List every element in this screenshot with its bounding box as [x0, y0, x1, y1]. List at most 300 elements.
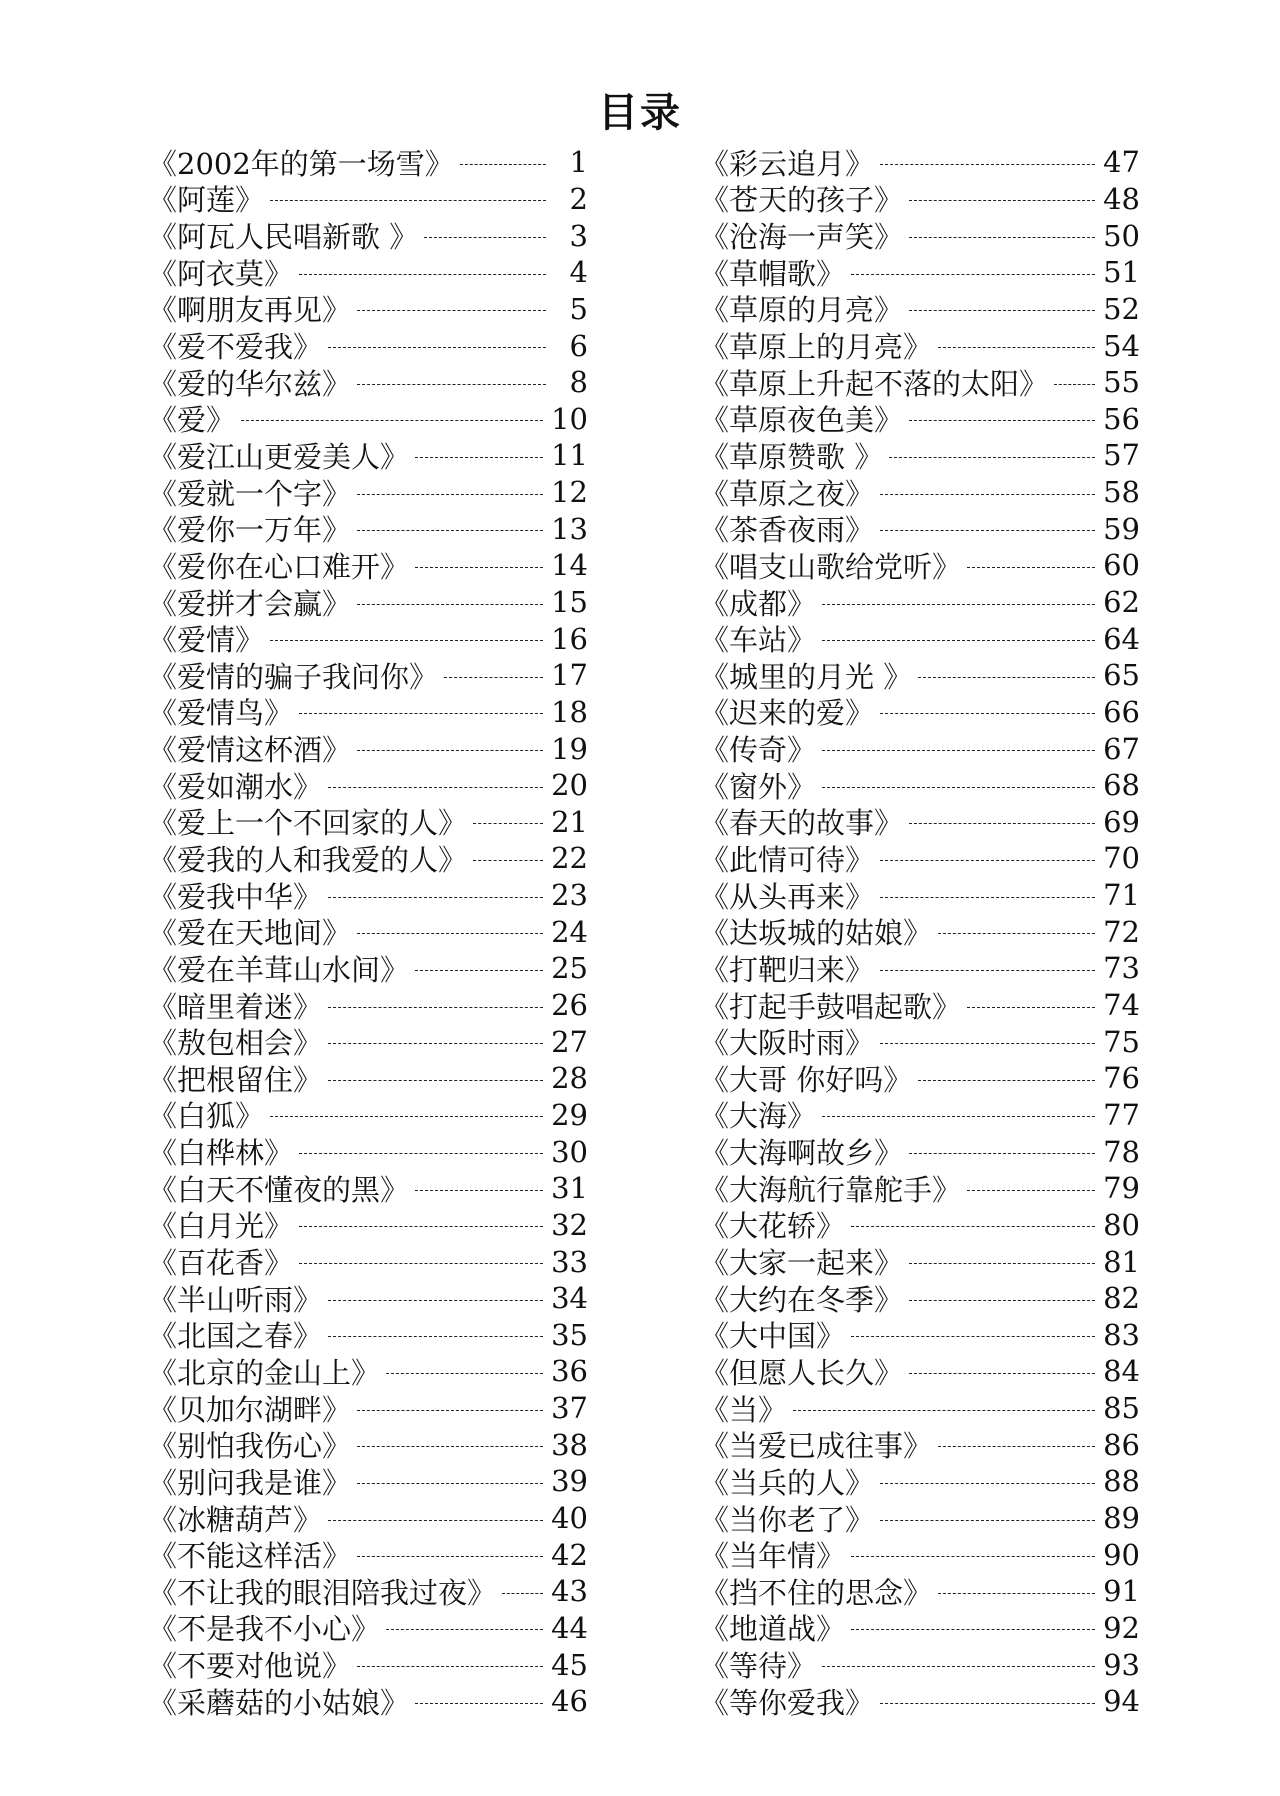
- dash-leader: [938, 1593, 1095, 1594]
- dash-leader: [357, 1556, 543, 1557]
- dash-leader: [909, 1263, 1095, 1264]
- toc-entry-title: 《车站》: [700, 623, 817, 657]
- dash-leader: [909, 1300, 1095, 1301]
- toc-entry-page: 56: [1103, 401, 1140, 436]
- toc-entry-page: 76: [1103, 1061, 1140, 1096]
- dash-leader: [270, 640, 543, 641]
- toc-entry: [148, 1170, 588, 1207]
- toc-entry-title: 《挡不住的思念》: [700, 1575, 933, 1610]
- toc-entry-page: 18: [551, 694, 588, 729]
- toc-entry: [700, 437, 1140, 474]
- toc-entry: [148, 767, 588, 804]
- toc-entry: [700, 547, 1140, 584]
- toc-entry: [700, 950, 1140, 987]
- dash-leader: [909, 237, 1095, 238]
- toc-entry-page: 91: [1103, 1574, 1140, 1609]
- toc-entry: [148, 1536, 588, 1573]
- toc-entry-page: 74: [1103, 988, 1140, 1023]
- dash-leader: [822, 1116, 1095, 1117]
- toc-entry-page: 5: [569, 291, 588, 326]
- dash-leader: [918, 1080, 1095, 1081]
- toc-entry-page: 14: [551, 548, 588, 583]
- toc-entry-title: 《打起手鼓唱起歌》: [700, 989, 962, 1024]
- toc-entry: [148, 1207, 588, 1244]
- dash-leader: [918, 677, 1095, 678]
- toc-entry-page: 65: [1103, 658, 1140, 693]
- toc-entry-title: 《爱你在心口难开》: [148, 549, 410, 584]
- toc-entry-page: 54: [1103, 328, 1140, 363]
- toc-entry-page: 69: [1103, 804, 1140, 839]
- toc-entry: [700, 804, 1140, 841]
- toc-entry: [700, 1023, 1140, 1060]
- toc-entry-title: 《把根留住》: [148, 1062, 323, 1097]
- toc-entry: [148, 364, 588, 401]
- dash-leader: [357, 604, 543, 605]
- dash-leader: [328, 787, 543, 788]
- toc-entry-page: 68: [1103, 768, 1140, 803]
- dash-leader: [415, 970, 543, 971]
- dash-leader: [299, 1263, 543, 1264]
- toc-entry-page: 92: [1103, 1610, 1140, 1645]
- toc-entry: [148, 804, 588, 841]
- toc-entry-page: 57: [1103, 438, 1140, 473]
- toc-entry-page: 46: [551, 1684, 588, 1719]
- toc-entry: [148, 1317, 588, 1354]
- toc-entry: [148, 1243, 588, 1280]
- toc-entry: [700, 657, 1140, 694]
- toc-entry-title: 《白月光》: [148, 1209, 294, 1244]
- dash-leader: [415, 1703, 543, 1704]
- dash-leader: [444, 677, 543, 678]
- toc-entry: [700, 1243, 1140, 1280]
- dash-leader: [793, 1410, 1095, 1411]
- dash-leader: [328, 1043, 543, 1044]
- toc-entry-page: 73: [1103, 951, 1140, 986]
- dash-leader: [909, 310, 1095, 311]
- dash-leader: [880, 1043, 1095, 1044]
- toc-entry-title: 《不让我的眼泪陪我过夜》: [148, 1575, 497, 1610]
- toc-entry-page: 58: [1103, 475, 1140, 510]
- toc-entry-page: 60: [1103, 548, 1140, 583]
- dash-leader: [328, 1007, 543, 1008]
- toc-entry-page: 28: [551, 1061, 588, 1096]
- toc-entry-page: 21: [551, 804, 588, 839]
- toc-entry: [700, 913, 1140, 950]
- toc-entry: [700, 877, 1140, 914]
- toc-entry-page: 80: [1103, 1207, 1140, 1242]
- toc-entry-page: 13: [551, 511, 588, 546]
- toc-entry-title: 《等你爱我》: [700, 1685, 875, 1720]
- dash-leader: [473, 823, 543, 824]
- toc-entry: [148, 730, 588, 767]
- toc-entry-title: 《别问我是谁》: [148, 1465, 352, 1500]
- dash-leader: [909, 200, 1095, 201]
- toc-entry-title: 《2002年的第一场雪》: [148, 146, 454, 181]
- dash-leader: [415, 1190, 543, 1191]
- toc-entry-title: 《不是我不小心》: [148, 1612, 381, 1647]
- dash-leader: [880, 494, 1095, 495]
- toc-entry-page: 84: [1103, 1354, 1140, 1389]
- dash-leader: [415, 457, 543, 458]
- toc-entry: [700, 254, 1140, 291]
- dash-leader: [889, 457, 1095, 458]
- toc-entry-page: 15: [551, 585, 588, 619]
- toc-entry-page: 27: [551, 1024, 588, 1059]
- toc-entry-page: 66: [1103, 694, 1140, 729]
- toc-entry-page: 19: [551, 731, 588, 766]
- toc-entry-page: 30: [551, 1134, 588, 1169]
- dash-leader: [357, 1666, 543, 1667]
- toc-entry: [700, 510, 1140, 547]
- toc-entry: [148, 1683, 588, 1720]
- dash-leader: [415, 567, 543, 568]
- dash-leader: [328, 1300, 543, 1301]
- toc-entry: [148, 144, 588, 181]
- toc-entry-page: 35: [551, 1317, 588, 1352]
- dash-leader: [851, 1556, 1095, 1557]
- dash-leader: [822, 1666, 1095, 1667]
- toc-entry-title: 《阿莲》: [148, 183, 265, 218]
- toc-entry-page: 26: [551, 988, 588, 1023]
- toc-entry-title: 《成都》: [700, 586, 817, 621]
- toc-entry-page: 34: [551, 1281, 588, 1316]
- dash-leader: [880, 897, 1095, 898]
- toc-entry-title: 《爱江山更爱美人》: [148, 439, 410, 474]
- dash-leader: [502, 1593, 543, 1594]
- dash-leader: [822, 640, 1095, 641]
- toc-entry: [700, 1683, 1140, 1720]
- dash-leader: [967, 1190, 1095, 1191]
- dash-leader: [822, 750, 1095, 751]
- toc-entry: [148, 987, 588, 1024]
- toc-entry-title: 《唱支山歌给党听》: [700, 549, 962, 584]
- toc-entry: [700, 1317, 1140, 1354]
- dash-leader: [1054, 384, 1095, 385]
- toc-entry-title: 《爱不爱我》: [148, 330, 323, 364]
- toc-entry: [700, 1500, 1140, 1537]
- toc-entry-title: 《大海》: [700, 1099, 817, 1134]
- toc-entry-title: 《彩云追月》: [700, 146, 875, 181]
- dash-leader: [424, 237, 546, 238]
- toc-entry: [148, 181, 588, 218]
- toc-entry-title: 《爱情的骗子我问你》: [148, 659, 439, 694]
- toc-entry: [700, 1280, 1140, 1317]
- toc-entry: [700, 1426, 1140, 1463]
- toc-entry-title: 《城里的月光 》: [700, 659, 913, 694]
- toc-entry: [700, 291, 1140, 328]
- dash-leader: [270, 1116, 543, 1117]
- toc-entry-title: 《苍天的孩子》: [700, 183, 904, 218]
- toc-entry-title: 《大哥 你好吗》: [700, 1062, 913, 1097]
- toc-column-left: [148, 144, 588, 1720]
- toc-entry: [148, 1280, 588, 1317]
- toc-entry-title: 《冰糖葫芦》: [148, 1502, 323, 1537]
- toc-entry-title: 《大海航行靠舵手》: [700, 1172, 962, 1207]
- toc-entry-title: 《白天不懂夜的黑》: [148, 1172, 410, 1207]
- toc-entry-title: 《草原夜色美》: [700, 403, 904, 438]
- toc-entry-title: 《大花轿》: [700, 1209, 846, 1244]
- toc-entry-title: 《爱在羊茸山水间》: [148, 952, 410, 987]
- toc-entry-page: 10: [551, 401, 588, 436]
- dash-leader: [967, 1007, 1095, 1008]
- toc-entry-page: 89: [1103, 1501, 1140, 1536]
- toc-entry-page: 93: [1103, 1647, 1140, 1682]
- toc-entry-page: 86: [1103, 1427, 1140, 1462]
- toc-entry-title: 《爱的华尔兹》: [148, 366, 352, 401]
- toc-entry: [700, 1646, 1140, 1683]
- dash-leader: [357, 310, 546, 311]
- toc-entry: [700, 1610, 1140, 1647]
- toc-entry-title: 《传奇》: [700, 733, 817, 767]
- toc-entry-title: 《敖包相会》: [148, 1026, 323, 1061]
- toc-entry-title: 《爱》: [148, 403, 236, 438]
- toc-entry-page: 71: [1103, 878, 1140, 913]
- toc-entry-page: 85: [1103, 1391, 1140, 1426]
- dash-leader: [880, 970, 1095, 971]
- toc-entry: [148, 877, 588, 914]
- toc-entry: [148, 437, 588, 474]
- toc-entry-title: 《草原上的月亮》: [700, 330, 933, 364]
- toc-entry-page: 70: [1103, 841, 1140, 876]
- toc-entry: [148, 1573, 588, 1610]
- toc-entry: [700, 584, 1140, 621]
- toc-entry-title: 《爱情》: [148, 623, 265, 657]
- toc-entry-title: 《大中国》: [700, 1319, 846, 1354]
- toc-entry-page: 67: [1103, 731, 1140, 766]
- toc-entry-title: 《爱你一万年》: [148, 513, 352, 548]
- toc-entry-page: 11: [551, 438, 588, 473]
- toc-entry: [148, 1353, 588, 1390]
- toc-entry-title: 《当兵的人》: [700, 1465, 875, 1500]
- toc-entry: [700, 767, 1140, 804]
- dash-leader: [938, 347, 1095, 348]
- toc-entry-title: 《窗外》: [700, 769, 817, 804]
- toc-entry: [700, 1170, 1140, 1207]
- dash-leader: [822, 787, 1095, 788]
- dash-leader: [880, 530, 1095, 531]
- toc-entry-title: 《爱我的人和我爱的人》: [148, 843, 468, 877]
- toc-entry-page: 38: [551, 1427, 588, 1462]
- toc-entry-page: 37: [551, 1391, 588, 1426]
- toc-entry-page: 4: [569, 255, 588, 290]
- toc-entry-title: 《别怕我伤心》: [148, 1429, 352, 1464]
- dash-leader: [909, 823, 1095, 824]
- toc-entry-page: 24: [551, 914, 588, 949]
- toc-entry-title: 《但愿人长久》: [700, 1355, 904, 1390]
- toc-entry-title: 《不能这样活》: [148, 1539, 352, 1573]
- toc-entry-title: 《北京的金山上》: [148, 1355, 381, 1390]
- toc-entry-title: 《百花香》: [148, 1246, 294, 1280]
- dash-leader: [880, 1520, 1095, 1521]
- toc-entry: [148, 1390, 588, 1427]
- dash-leader: [909, 1153, 1095, 1154]
- toc-entry: [148, 217, 588, 254]
- dash-leader: [822, 604, 1095, 605]
- toc-entry: [148, 950, 588, 987]
- toc-entry-title: 《打靶归来》: [700, 952, 875, 987]
- toc-entry-title: 《沧海一声笑》: [700, 220, 904, 254]
- toc-entry-title: 《大海啊故乡》: [700, 1136, 904, 1170]
- dash-leader: [880, 860, 1095, 861]
- toc-entry-title: 《当》: [700, 1392, 788, 1427]
- toc-entry: [148, 327, 588, 364]
- toc-entry: [148, 1060, 588, 1097]
- toc-entry: [148, 510, 588, 547]
- toc-entry-title: 《草原上升起不落的太阳》: [700, 366, 1049, 401]
- dash-leader: [386, 1373, 543, 1374]
- toc-entry: [700, 1207, 1140, 1244]
- dash-leader: [357, 1446, 543, 1447]
- toc-entry: [148, 1133, 588, 1170]
- dash-leader: [851, 1336, 1095, 1337]
- toc-entry-page: 81: [1103, 1244, 1140, 1279]
- toc-entry-page: 82: [1103, 1281, 1140, 1316]
- toc-entry-title: 《爱情鸟》: [148, 696, 294, 731]
- toc-entry-page: 36: [551, 1354, 588, 1389]
- toc-entry-page: 6: [569, 328, 588, 363]
- dash-leader: [851, 274, 1095, 275]
- toc-entry-title: 《爱拼才会赢》: [148, 586, 352, 621]
- toc-entry: [148, 913, 588, 950]
- dash-leader: [460, 164, 546, 165]
- toc-entry-title: 《爱就一个字》: [148, 476, 352, 511]
- dash-leader: [967, 567, 1095, 568]
- toc-entry-page: 94: [1103, 1684, 1140, 1719]
- toc-entry: [700, 730, 1140, 767]
- toc-entry: [700, 1573, 1140, 1610]
- toc-entry-title: 《迟来的爱》: [700, 696, 875, 731]
- toc-entry-title: 《此情可待》: [700, 843, 875, 877]
- toc-entry: [148, 291, 588, 328]
- dash-leader: [851, 1629, 1095, 1630]
- toc-entry: [700, 1390, 1140, 1427]
- toc-entry-page: 55: [1103, 365, 1140, 400]
- toc-entry-title: 《达坂城的姑娘》: [700, 916, 933, 951]
- toc-entry: [148, 620, 588, 657]
- dash-leader: [328, 1520, 543, 1521]
- dash-leader: [880, 164, 1095, 165]
- toc-entry-title: 《当爱已成往事》: [700, 1429, 933, 1464]
- dash-leader: [473, 860, 543, 861]
- toc-entry-title: 《爱上一个不回家的人》: [148, 806, 468, 841]
- toc-entry-page: 64: [1103, 621, 1140, 656]
- toc-entry-title: 《当你老了》: [700, 1502, 875, 1537]
- dash-leader: [909, 1373, 1095, 1374]
- dash-leader: [328, 347, 546, 348]
- dash-leader: [299, 1226, 543, 1227]
- toc-entry: [700, 364, 1140, 401]
- toc-entry-page: 47: [1103, 145, 1140, 180]
- toc-entry: [148, 657, 588, 694]
- toc-entry-title: 《大约在冬季》: [700, 1282, 904, 1317]
- toc-entry: [700, 400, 1140, 437]
- toc-entry-title: 《草帽歌》: [700, 256, 846, 291]
- toc-entry: [148, 1610, 588, 1647]
- toc-entry: [148, 474, 588, 511]
- dash-leader: [880, 1703, 1095, 1704]
- toc-entry-page: 72: [1103, 914, 1140, 949]
- toc-entry: [148, 584, 588, 621]
- dash-leader: [357, 384, 546, 385]
- toc-entry-title: 《茶香夜雨》: [700, 513, 875, 548]
- toc-entry-page: 59: [1103, 511, 1140, 546]
- toc-entry: [700, 327, 1140, 364]
- dash-leader: [328, 1336, 543, 1337]
- toc-entry-page: 16: [551, 621, 588, 656]
- toc-entry-title: 《白狐》: [148, 1099, 265, 1134]
- toc-entry-title: 《当年情》: [700, 1539, 846, 1573]
- toc-entry: [148, 1463, 588, 1500]
- toc-entry-title: 《大家一起来》: [700, 1246, 904, 1280]
- toc-entry: [148, 1426, 588, 1463]
- dash-leader: [851, 1226, 1095, 1227]
- toc-entry: [700, 1060, 1140, 1097]
- toc-entry-title: 《地道战》: [700, 1612, 846, 1647]
- toc-entry-title: 《爱我中华》: [148, 879, 323, 914]
- dash-leader: [328, 1080, 543, 1081]
- toc-entry-title: 《北国之春》: [148, 1319, 323, 1354]
- dash-leader: [357, 750, 543, 751]
- toc-entry: [148, 1500, 588, 1537]
- toc-entry-page: 78: [1103, 1134, 1140, 1169]
- toc-entry: [148, 254, 588, 291]
- toc-entry: [148, 1646, 588, 1683]
- dash-leader: [938, 1446, 1095, 1447]
- toc-entry: [700, 840, 1140, 877]
- toc-column-right: [700, 144, 1140, 1720]
- toc-entry-page: 77: [1103, 1097, 1140, 1132]
- toc-entry-page: 51: [1103, 255, 1140, 290]
- toc-entry-title: 《采蘑菇的小姑娘》: [148, 1685, 410, 1720]
- toc-entry-page: 62: [1103, 585, 1140, 619]
- toc-entry-page: 17: [551, 658, 588, 693]
- toc-entry: [148, 840, 588, 877]
- dash-leader: [909, 420, 1095, 421]
- toc-entry-title: 《啊朋友再见》: [148, 293, 352, 328]
- toc-entry-title: 《爱在天地间》: [148, 916, 352, 951]
- toc-entry: [700, 144, 1140, 181]
- toc-entry-title: 《爱如潮水》: [148, 769, 323, 804]
- toc-entry-title: 《暗里着迷》: [148, 989, 323, 1024]
- dash-leader: [328, 897, 543, 898]
- toc-entry-page: 32: [551, 1207, 588, 1242]
- toc-entry-page: 12: [551, 475, 588, 510]
- toc-entry-title: 《等待》: [700, 1649, 817, 1683]
- toc-entry-page: 39: [551, 1464, 588, 1499]
- toc-entry: [700, 620, 1140, 657]
- toc-entry-title: 《半山听雨》: [148, 1282, 323, 1317]
- toc-entry-title: 《春天的故事》: [700, 806, 904, 841]
- page-title: 目录: [598, 89, 682, 136]
- dash-leader: [357, 1483, 543, 1484]
- toc-entry-page: 50: [1103, 218, 1140, 253]
- toc-entry-page: 83: [1103, 1317, 1140, 1352]
- toc-entry: [700, 1353, 1140, 1390]
- toc-entry-title: 《阿瓦人民唱新歌 》: [148, 220, 419, 254]
- toc-entry-page: 75: [1103, 1024, 1140, 1059]
- dash-leader: [241, 420, 543, 421]
- toc-entry-page: 48: [1103, 181, 1140, 216]
- dash-leader: [299, 274, 546, 275]
- toc-entry-page: 8: [569, 365, 588, 400]
- dash-leader: [386, 1629, 543, 1630]
- toc-entry-page: 44: [551, 1610, 588, 1645]
- toc-entry-page: 1: [569, 145, 588, 180]
- toc-entry: [700, 181, 1140, 218]
- toc-entry: [700, 217, 1140, 254]
- toc-entry-page: 20: [551, 768, 588, 803]
- toc-entry: [700, 1536, 1140, 1573]
